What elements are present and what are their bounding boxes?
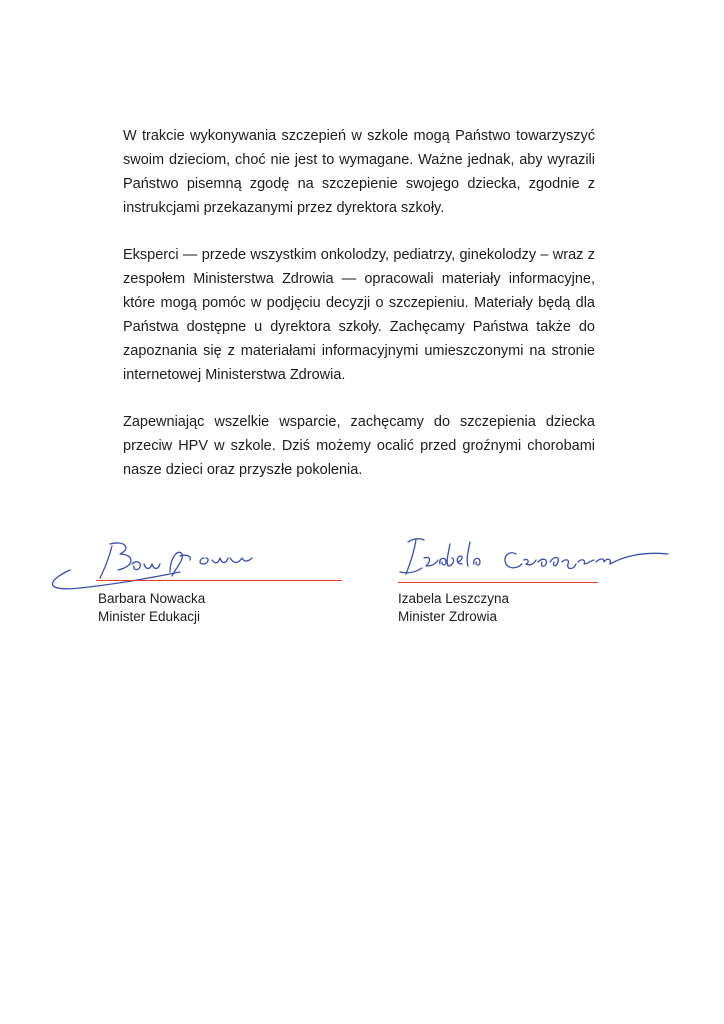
signatory-name-left: Barbara Nowacka <box>98 591 206 606</box>
letter-body <box>123 124 595 505</box>
signature-nowacka-icon <box>40 536 300 596</box>
signature-block-right <box>398 524 618 624</box>
paragraph-consent: W trakcie wykonywania szczepień w szkole mogą Państwo towarzyszyć swoim dzieciom, choć nie jest to wymagane. Ważne jednak, aby wyrazili Państwo pisemną zgodę na szczepienie swojego dziecka, zgodnie z instrukcjami przekazanymi przez dyrektora szkoły. <box>123 128 595 216</box>
signature-leszczyna-icon <box>398 524 698 584</box>
handwritten-signature-leszczyna <box>398 524 618 624</box>
paragraph-experts: Eksperci — przede wszystkim onkolodzy, pediatrzy, ginekolodzy – wraz z zespołem Ministerstwa Zdrowia — opracowali materiały informacyjne, które mogą pomóc w podjęciu decyzji o szczepieniu. Materiały będą dla Państwa dostępne u dyrektora szkoły. Zachęcamy Państwa także do zapoznania się z materiałami informacyjnymi umieszczonymi na stronie internetowej Ministerstwa Zdrowia. <box>123 247 595 383</box>
signature-line-left <box>96 580 342 581</box>
signatory-role-left: Minister Edukacji <box>98 609 201 624</box>
signatory-name-right: Izabela Leszczyna <box>398 591 510 606</box>
signatory-role-right: Minister Zdrowia <box>398 609 498 624</box>
handwritten-signature-nowacka <box>40 536 260 624</box>
paragraph-encouragement: Zapewniając wszelkie wsparcie, zachęcamy do szczepienia dziecka przeciw HPV w szkole. Dziś możemy ocalić przed groźnymi chorobami nasze dzieci oraz przyszłe pokolenia. <box>123 414 595 478</box>
signature-block-left <box>40 536 260 624</box>
signature-line-right <box>398 582 598 583</box>
